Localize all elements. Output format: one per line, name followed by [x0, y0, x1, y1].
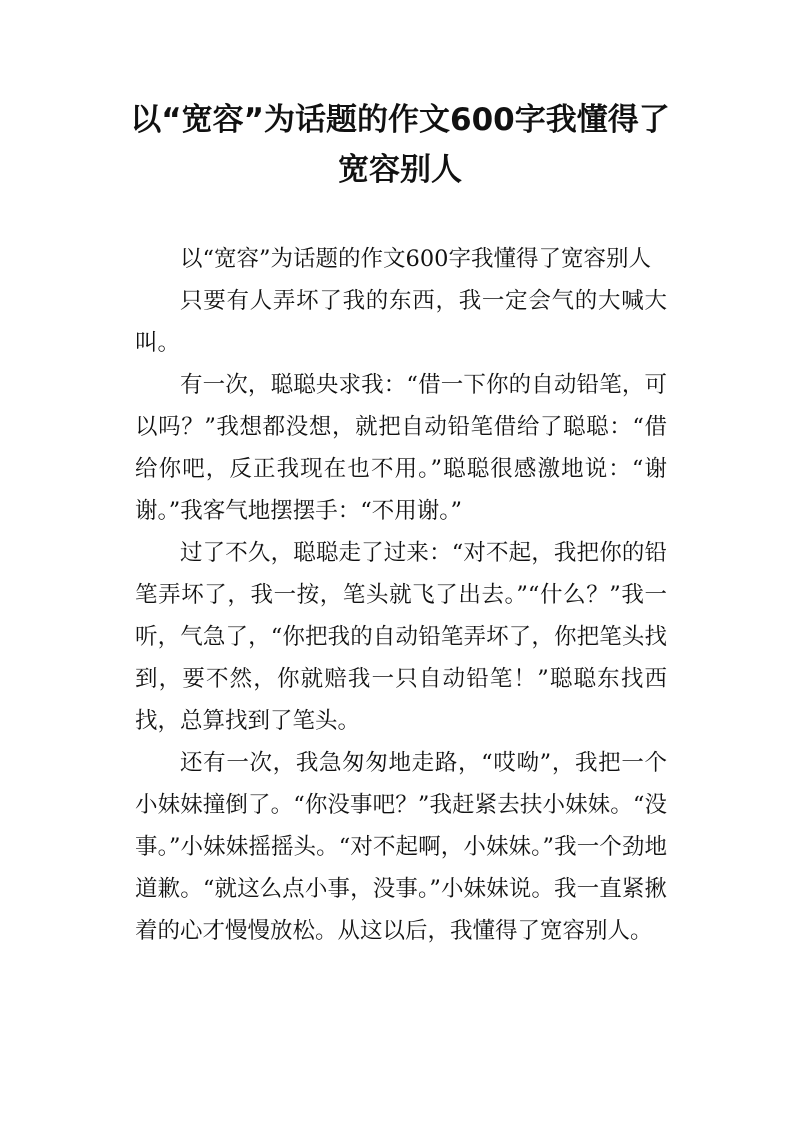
document-title: 以“宽容”为话题的作文600字我懂得了宽容别人 — [130, 102, 670, 188]
paragraph-2: 只要有人弄坏了我的东西，我一定会气的大喊大叫。 — [135, 288, 667, 356]
document-body — [135, 238, 667, 952]
paragraph-5: 还有一次，我急匆匆地走路，“哎呦”，我把一个小妹妹撞倒了。“你没事吧？”我赶紧去扶小妹妹。“没事。”小妹妹摇摇头。“对不起啊，小妹妹。”我一个劲地道歉。“就这么点小事，没事。”小妹妹说。我一直紧揪着的心才慢慢放松。从这以后，我懂得了宽容别人。 — [135, 750, 667, 944]
paragraph-4: 过了不久，聪聪走了过来：“对不起，我把你的铅笔弄坏了，我一按，笔头就飞了出去。”“什么？”我一听，气急了，“你把我的自动铅笔弄坏了，你把笔头找到，要不然，你就赔我一只自动铅笔！”聪聪东找西找，总算找到了笔头。 — [135, 540, 667, 734]
paragraph-3: 有一次，聪聪央求我：“借一下你的自动铅笔，可以吗？”我想都没想，就把自动铅笔借给了聪聪：“借给你吧，反正我现在也不用。”聪聪很感激地说：“谢谢。”我客气地摆摆手：“不用谢。” — [135, 372, 667, 524]
paragraph-1: 以“宽容”为话题的作文600字我懂得了宽容别人 — [180, 246, 651, 272]
